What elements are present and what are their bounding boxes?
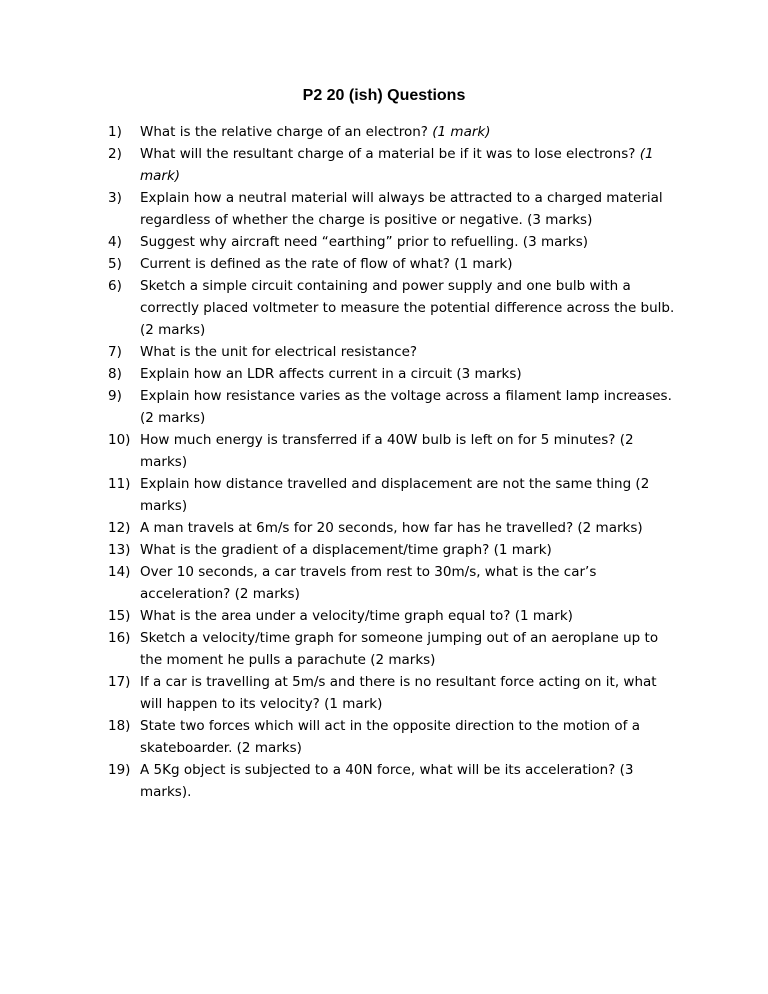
question-item xyxy=(108,253,678,275)
question-text: A 5Kg object is subjected to a 40N force, what will be its acceleration? (3 marks). xyxy=(140,762,634,800)
question-marks: (1 mark) xyxy=(140,146,654,184)
question-item xyxy=(108,715,678,759)
question-text: Explain how distance travelled and displacement are not the same thing (2 marks) xyxy=(140,476,650,514)
question-item xyxy=(108,473,678,517)
question-number: 3) xyxy=(108,190,122,206)
question-number: 5) xyxy=(108,256,122,272)
question-text: A man travels at 6m/s for 20 seconds, how far has he travelled? (2 marks) xyxy=(140,520,643,536)
question-number: 7) xyxy=(108,344,122,360)
question-number: 13) xyxy=(108,542,131,558)
question-number: 10) xyxy=(108,432,131,448)
question-item xyxy=(108,143,678,187)
question-number: 17) xyxy=(108,674,131,690)
question-item xyxy=(108,759,678,803)
question-number: 1) xyxy=(108,124,122,140)
question-text: What will the resultant charge of a material be if it was to lose electrons? xyxy=(140,146,640,162)
question-text: What is the relative charge of an electron? xyxy=(140,124,433,140)
question-text: Explain how resistance varies as the voltage across a filament lamp increases. (2 marks) xyxy=(140,388,672,426)
question-list xyxy=(108,121,678,803)
question-item xyxy=(108,385,678,429)
question-marks: (1 mark) xyxy=(432,124,491,140)
question-number: 14) xyxy=(108,564,131,580)
question-item xyxy=(108,363,678,385)
question-item xyxy=(108,671,678,715)
question-item xyxy=(108,121,678,143)
question-text: Explain how a neutral material will always be attracted to a charged material regardless of whether the charge is positive or negative. (3 marks) xyxy=(140,190,663,228)
question-item xyxy=(108,231,678,253)
question-item xyxy=(108,187,678,231)
question-text: Sketch a simple circuit containing and power supply and one bulb with a correctly placed voltmeter to measure the potential difference across the bulb. (2 marks) xyxy=(140,278,675,338)
question-text: Suggest why aircraft need “earthing” prior to refuelling. (3 marks) xyxy=(140,234,589,250)
question-number: 15) xyxy=(108,608,131,624)
question-item xyxy=(108,341,678,363)
page-title: P2 20 (ish) Questions xyxy=(302,87,466,104)
question-number: 11) xyxy=(108,476,131,492)
question-text: What is the area under a velocity/time graph equal to? (1 mark) xyxy=(140,608,573,624)
question-text: Over 10 seconds, a car travels from rest to 30m/s, what is the car’s acceleration? (2 marks) xyxy=(140,564,597,602)
question-text: How much energy is transferred if a 40W bulb is left on for 5 minutes? (2 marks) xyxy=(140,432,634,470)
question-number: 6) xyxy=(108,278,122,294)
question-number: 8) xyxy=(108,366,122,382)
question-item xyxy=(108,561,678,605)
question-number: 19) xyxy=(108,762,131,778)
question-text: State two forces which will act in the opposite direction to the motion of a skateboarder. (2 marks) xyxy=(140,718,640,756)
question-text: What is the gradient of a displacement/time graph? (1 mark) xyxy=(140,542,552,558)
question-item xyxy=(108,539,678,561)
question-item xyxy=(108,627,678,671)
question-number: 16) xyxy=(108,630,131,646)
question-item xyxy=(108,605,678,627)
question-text: Current is defined as the rate of flow of what? (1 mark) xyxy=(140,256,513,272)
question-number: 2) xyxy=(108,146,122,162)
question-text: What is the unit for electrical resistance? xyxy=(140,344,418,360)
question-text: Sketch a velocity/time graph for someone jumping out of an aeroplane up to the moment he pulls a parachute (2 marks) xyxy=(140,630,659,668)
question-number: 9) xyxy=(108,388,122,404)
question-text: Explain how an LDR affects current in a circuit (3 marks) xyxy=(140,366,522,382)
question-number: 4) xyxy=(108,234,122,250)
question-number: 18) xyxy=(108,718,131,734)
question-item xyxy=(108,429,678,473)
question-text: If a car is travelling at 5m/s and there is no resultant force acting on it, what will happen to its velocity? (1 mark) xyxy=(140,674,657,712)
question-item xyxy=(108,517,678,539)
question-number: 12) xyxy=(108,520,131,536)
question-item xyxy=(108,275,678,341)
